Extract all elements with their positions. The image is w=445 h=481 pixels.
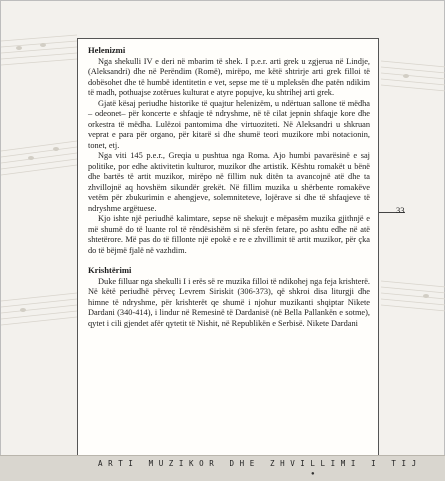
footer-title: ARTI MUZIKOR DHE ZHVILLIMI I TIJ [98, 459, 422, 468]
footer-band [0, 455, 445, 481]
paragraph: Duke filluar nga shekulli I i erës së re muzika filloi të ndikohej nga feja krishterë. Në këtë periudhë përveç Levrem Siriskit (306-373), që shkroi disa liturgji dhe himne të ndryshme, për krishterët qe shumë i njohur muzikanti shqiptar Nikete Dardani (340-414), i lindur në Remesinë të Dardanisë (në Bella Pallankën e sotme), qytet i cili gjendet afër qytetit të Nishit, në Republikën e Serbisë. Nikete Dardani [88, 276, 371, 328]
section-heading: Krishtërimi [88, 265, 132, 275]
footer-dot-icon: ● [311, 471, 315, 477]
paragraph: Nga shekulli IV e deri në mbarim të shek. I p.e.r. arti grek u zgjerua në Lindje, (Aleksandri) dhe në Perëndim (Romë), mirëpo, me këtë shtrirje arti grek filloi të dobësohet dhe të humbë identitetin e vet, sepse me të u mpleksën dhe patën ndikim të madh, pothuajse zotërues kulturat e atyre popujve, ku shtrihej arti grek. [88, 56, 370, 97]
paragraph: Nga viti 145 p.e.r., Greqia u pushtua nga Roma. Ajo humbi pavarësinë e saj politike, por edhe aktivitetin kulturor, muzikor dhe artistik. Kështu romakët u bënë dhe bartës të artit muzikor, mirëpo në fillim nuk ditën ta avancojnë atë dhe ta zhvillojnë aq hovshëm sikundër grekët. Në fillim muzika u shërbente romakëve vetëm për zbukurimin e ahengjeve, solemniteteve, lojërave si dhe të shfaqjeve të ndryshme argëtuese. [88, 151, 370, 213]
page-number: 33 [396, 205, 405, 215]
paragraph: Kjo ishte një periudhë kalimtare, sepse në shekujt e mëpasëm muzika gjithnjë e më shumë do të luante rol të rëndësishëm si në sferën fetare, po ashtu edhe në atë shtetërore. Më pas do të fillonte një epokë e re e zhvillimit të artit muzikor, për çka do të bëjmë fjalë në vazhdim. [88, 214, 370, 255]
section-helenizmi [88, 45, 370, 256]
section-krishterimi [88, 265, 370, 329]
section-heading: Helenizmi [88, 45, 126, 55]
paragraph: Gjatë kësaj periudhe historike të quajtur helenizëm, u ndërtuan sallone të mëdha – odeonet– për koncerte e shfaqje të ndryshme, në të cilat jepnin shfaqje kore dhe orkestra të mëdha. Lulëzoi pantomima dhe virtuoziteti. Në Aleksandri u shkruan veprat e para për organo, për kitarë si dhe shumë teori muzikore mbi notacionin, tonet, etj. [88, 98, 370, 150]
text-page [77, 38, 379, 456]
